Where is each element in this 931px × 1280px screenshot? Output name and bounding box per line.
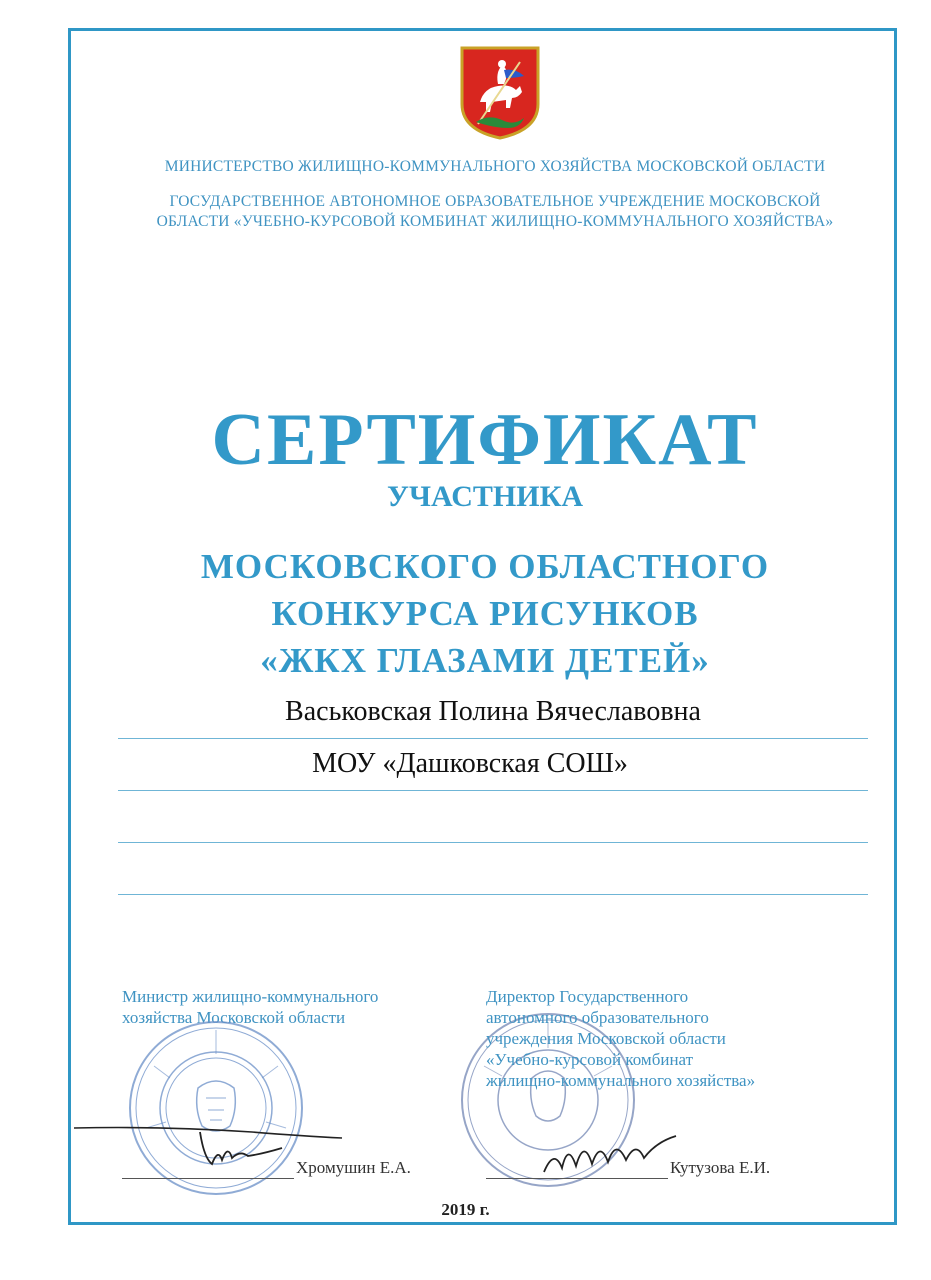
recipient-school: МОУ «Дашковская СОШ» (312, 748, 628, 779)
institution-header (100, 192, 890, 232)
fill-line (118, 738, 868, 739)
contest-title-line: МОСКОВСКОГО ОБЛАСТНОГО (200, 547, 770, 586)
signatory-title-line: Министр жилищно-коммунального (122, 987, 379, 1006)
institution-header-line: ГОСУДАРСТВЕННОЕ АВТОНОМНОЕ ОБРАЗОВАТЕЛЬНОЕ УЧРЕЖДЕНИЕ МОСКОВСКОЙ (169, 193, 821, 210)
signatory-title-line: жилищно-коммунального хозяйства» (486, 1071, 756, 1090)
signature-line (122, 1178, 294, 1179)
contest-title-line: «ЖКХ ГЛАЗАМИ ДЕТЕЙ» (260, 641, 710, 680)
institution-header-line: ОБЛАСТИ «УЧЕБНО-КУРСОВОЙ КОМБИНАТ ЖИЛИЩНО-КОММУНАЛЬНОГО ХОЗЯЙСТВА» (156, 213, 834, 230)
right-signatory-name: Кутузова Е.И. (670, 1158, 771, 1177)
recipient-name: Васьковская Полина Вячеславовна (285, 696, 701, 727)
fill-line (118, 842, 868, 843)
signature-mark (540, 1128, 680, 1182)
signatory-title-line: Директор Государственного (486, 987, 689, 1006)
issue-year: 2019 г. (441, 1200, 490, 1219)
left-signatory-name: Хромушин Е.А. (296, 1158, 411, 1177)
signature-line (486, 1178, 668, 1179)
certificate-subtitle: УЧАСТНИКА (387, 480, 583, 513)
fill-line (118, 894, 868, 895)
signatory-title-line: автономного образовательного (486, 1008, 709, 1027)
ministry-header: МИНИСТЕРСТВО ЖИЛИЩНО-КОММУНАЛЬНОГО ХОЗЯЙСТВА МОСКОВСКОЙ ОБЛАСТИ (164, 158, 826, 175)
signatory-title-line: «Учебно-курсовой комбинат (486, 1050, 694, 1069)
certificate-title: СЕРТИФИКАТ (211, 399, 759, 481)
signatory-title-line: учреждения Московской области (486, 1029, 726, 1048)
contest-title-line: КОНКУРСА РИСУНКОВ (271, 594, 699, 633)
moscow-oblast-coat-of-arms-icon (458, 44, 542, 140)
fill-line (118, 790, 868, 791)
signatory-title-line: хозяйства Московской области (122, 1008, 346, 1027)
right-signatory-title (486, 986, 856, 1091)
